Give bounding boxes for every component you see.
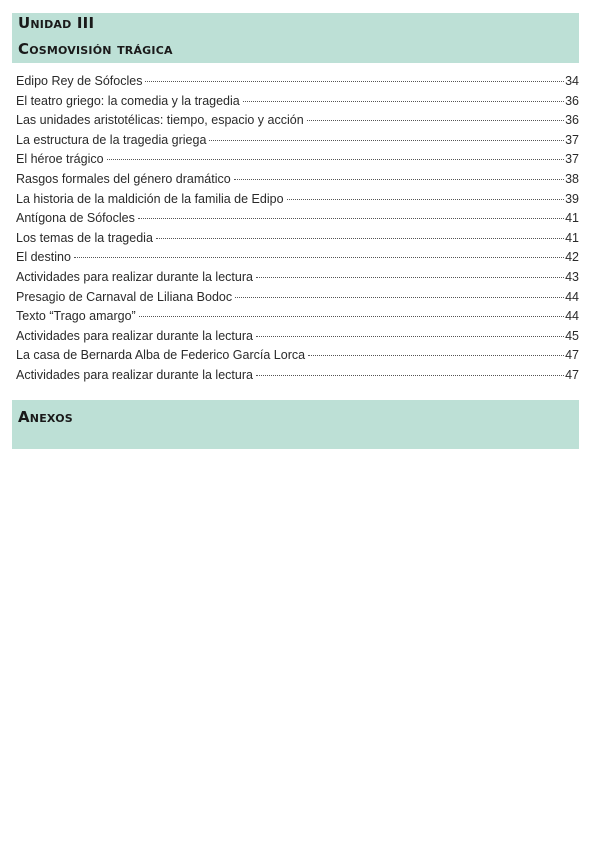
toc-item-text: Las unidades aristotélicas: tiempo, espacio y acción bbox=[16, 113, 304, 128]
toc-leader bbox=[308, 355, 564, 356]
toc-item-text: Actividades para realizar durante la lectura bbox=[16, 269, 253, 284]
toc-item-page: 42 bbox=[565, 250, 579, 265]
toc-item-page: 39 bbox=[565, 191, 579, 206]
toc-item-page: 43 bbox=[565, 269, 579, 284]
toc-item-page: 41 bbox=[565, 211, 579, 226]
toc-item[interactable] bbox=[16, 368, 579, 388]
toc-item-text: La casa de Bernarda Alba de Federico García Lorca bbox=[16, 348, 306, 363]
toc-item-page: 45 bbox=[565, 328, 579, 343]
toc-item-page: 36 bbox=[565, 113, 579, 128]
toc-item[interactable] bbox=[16, 152, 579, 172]
unit-label: Unidad III bbox=[18, 14, 95, 32]
toc-leader bbox=[256, 336, 564, 337]
toc-item-page: 34 bbox=[565, 74, 579, 88]
toc-item-text: Edipo Rey de Sófocles bbox=[16, 74, 143, 88]
toc-item[interactable] bbox=[16, 74, 579, 94]
toc-item-page: 47 bbox=[565, 348, 579, 363]
toc-item[interactable] bbox=[16, 192, 579, 212]
toc-leader bbox=[256, 277, 564, 278]
toc-item[interactable] bbox=[16, 94, 579, 114]
toc-leader bbox=[235, 297, 564, 298]
toc-item-text: Antígona de Sófocles bbox=[16, 211, 135, 226]
toc-leader bbox=[139, 316, 564, 317]
toc-item-page: 36 bbox=[565, 93, 579, 108]
annexes-label: Anexos bbox=[18, 408, 73, 426]
toc-item-text: Presagio de Carnaval de Liliana Bodoc bbox=[16, 289, 233, 304]
toc-item[interactable] bbox=[16, 309, 579, 329]
toc-leader bbox=[209, 140, 564, 141]
toc-item-text: Rasgos formales del género dramático bbox=[16, 171, 231, 186]
toc-leader bbox=[234, 179, 564, 180]
toc-item[interactable] bbox=[16, 270, 579, 290]
toc-item[interactable] bbox=[16, 329, 579, 349]
toc-item-text: El héroe trágico bbox=[16, 152, 104, 167]
toc-item[interactable] bbox=[16, 290, 579, 310]
toc-leader bbox=[138, 218, 564, 219]
toc-item-text: El teatro griego: la comedia y la tragedia bbox=[16, 93, 240, 108]
toc-item[interactable] bbox=[16, 113, 579, 133]
toc-item-page: 38 bbox=[565, 171, 579, 186]
toc-leader bbox=[107, 159, 565, 160]
toc-item[interactable] bbox=[16, 231, 579, 251]
toc-item-page: 44 bbox=[565, 289, 579, 304]
toc-leader bbox=[287, 199, 565, 200]
toc-leader bbox=[156, 238, 564, 239]
toc-leader bbox=[256, 375, 564, 376]
toc-leader bbox=[145, 81, 564, 82]
toc-item-text: Actividades para realizar durante la lectura bbox=[16, 367, 253, 382]
annexes-band bbox=[12, 400, 579, 449]
toc-item-page: 47 bbox=[565, 367, 579, 382]
toc-item-text: Los temas de la tragedia bbox=[16, 230, 153, 245]
toc-item[interactable] bbox=[16, 211, 579, 231]
toc-item-text: El destino bbox=[16, 250, 71, 265]
toc-item[interactable] bbox=[16, 133, 579, 153]
toc-item-text: Texto “Trago amargo” bbox=[16, 309, 136, 324]
toc-item-text: La historia de la maldición de la familia de Edipo bbox=[16, 191, 284, 206]
toc-item-page: 37 bbox=[565, 132, 579, 147]
toc-item-text: La estructura de la tragedia griega bbox=[16, 132, 207, 147]
toc-leader bbox=[307, 120, 564, 121]
toc-item-page: 44 bbox=[565, 309, 579, 324]
toc-item-page: 41 bbox=[565, 230, 579, 245]
toc-leader bbox=[243, 101, 564, 102]
unit-title: Cosmovisión trágica bbox=[18, 40, 173, 58]
unit-header-band bbox=[12, 13, 579, 63]
toc-item[interactable] bbox=[16, 250, 579, 270]
table-of-contents bbox=[16, 74, 579, 388]
toc-leader bbox=[74, 257, 564, 258]
toc-item-text: Actividades para realizar durante la lectura bbox=[16, 328, 253, 343]
toc-item[interactable] bbox=[16, 172, 579, 192]
toc-item[interactable] bbox=[16, 348, 579, 368]
toc-item-page: 37 bbox=[565, 152, 579, 167]
